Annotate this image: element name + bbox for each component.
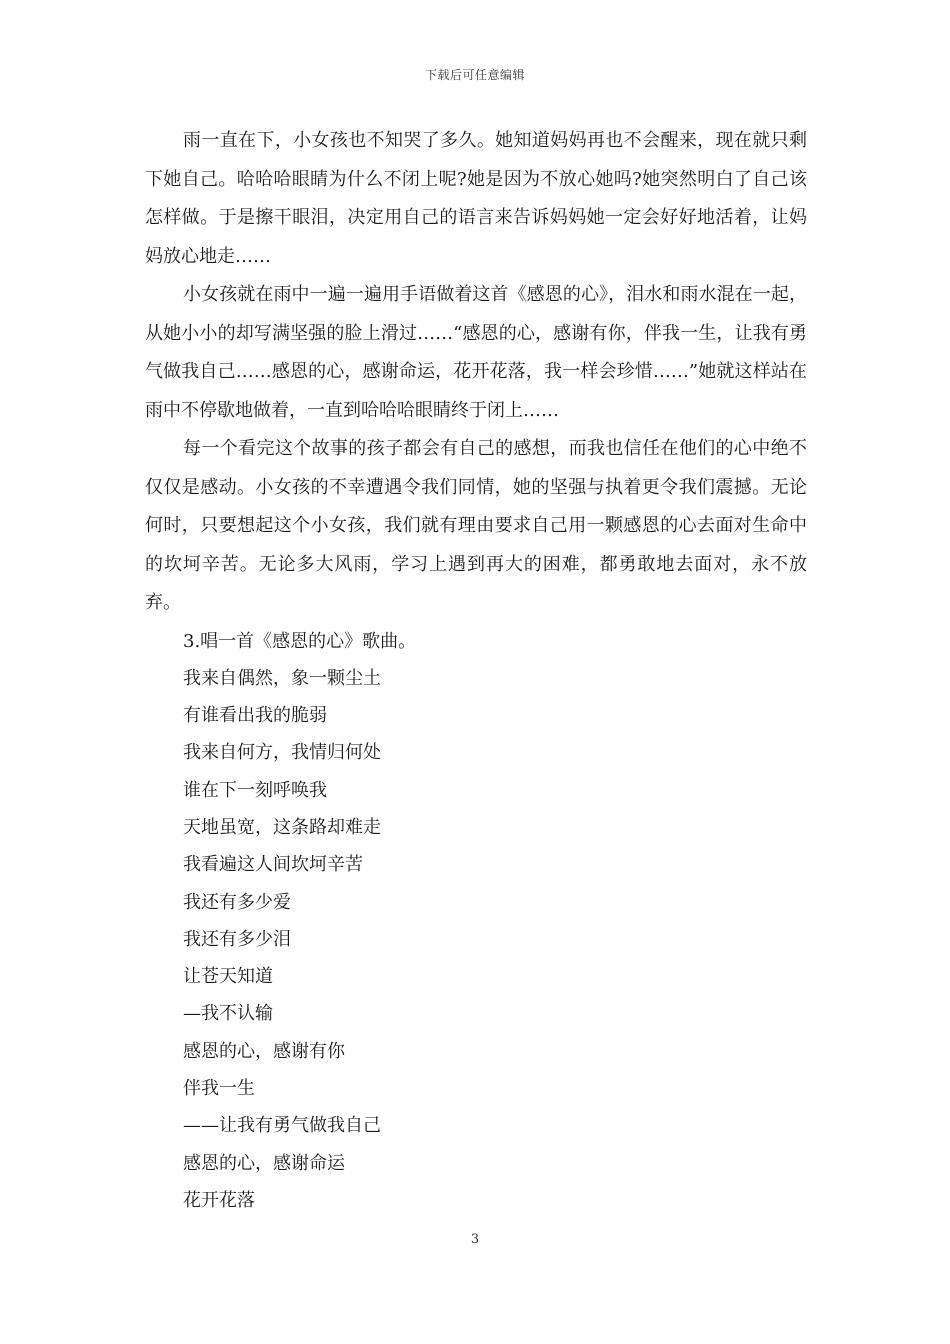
paragraph-3: 每一个看完这个故事的孩子都会有自己的感想，而我也信任在他们的心中绝不仅仅是感动。小女孩的不幸遭遇令我们同情，她的坚强与执着更令我们震撼。无论何时，只要想起这个小女孩，我们就有理由要求自己用一颗感恩的心去面对生命中的坎坷辛苦。无论多大风雨，学习上遇到再大的困难，都勇敢地去面对，永不放弃。 (145, 438, 807, 613)
song-lyrics (145, 623, 807, 1220)
lyric-line: 我来自偶然，象一颗尘土 (183, 667, 381, 689)
lyric-line: 我看遍这人间坎坷辛苦 (183, 854, 363, 876)
paragraph-2: 小女孩就在雨中一遍一遍用手语做着这首《感恩的心》，泪水和雨水混在一起，从她小小的却写满坚强的脸上滑过……“感恩的心，感谢有你，伴我一生，让我有勇气做我自己……感恩的心，感谢命运，花开花落，我一样会珍惜……”她就这样站在雨中不停歇地做着，一直到哈哈哈眼睛终于闭上…… (145, 284, 807, 421)
lyric-line: 让苍天知道 (183, 966, 273, 988)
song-heading: 3.唱一首《感恩的心》歌曲。 (183, 630, 417, 652)
lyric-line: ——让我有勇气做我自己 (183, 1115, 381, 1137)
lyric-line: 花开花落 (183, 1189, 255, 1211)
lyric-line: —我不认输 (183, 1003, 273, 1025)
paragraph-1: 雨一直在下，小女孩也不知哭了多久。她知道妈妈再也不会醒来，现在就只剩下她自己。哈哈哈眼睛为什么不闭上呢?她是因为不放心她吗?她突然明白了自己该怎样做。于是擦干眼泪，决定用自己的语言来告诉妈妈她一定会好好地活着，让妈妈放心地走…… (145, 130, 807, 267)
lyric-line: 我还有多少爱 (183, 891, 291, 913)
lyric-line: 感恩的心，感谢有你 (183, 1040, 345, 1062)
lyric-line: 感恩的心，感谢命运 (183, 1152, 345, 1174)
page-number: 3 (470, 1232, 480, 1247)
page-header: 下载后可任意编辑 (424, 68, 525, 82)
lyric-line: 我来自何方，我情归何处 (183, 742, 381, 764)
lyric-line: 有谁看出我的脆弱 (183, 705, 327, 727)
lyric-line: 天地虽宽，这条路却难走 (183, 816, 381, 838)
lyric-line: 我还有多少泪 (183, 928, 291, 950)
page-content (145, 122, 807, 1219)
lyric-line: 谁在下一刻呼唤我 (183, 779, 327, 801)
lyric-line: 伴我一生 (183, 1078, 255, 1100)
